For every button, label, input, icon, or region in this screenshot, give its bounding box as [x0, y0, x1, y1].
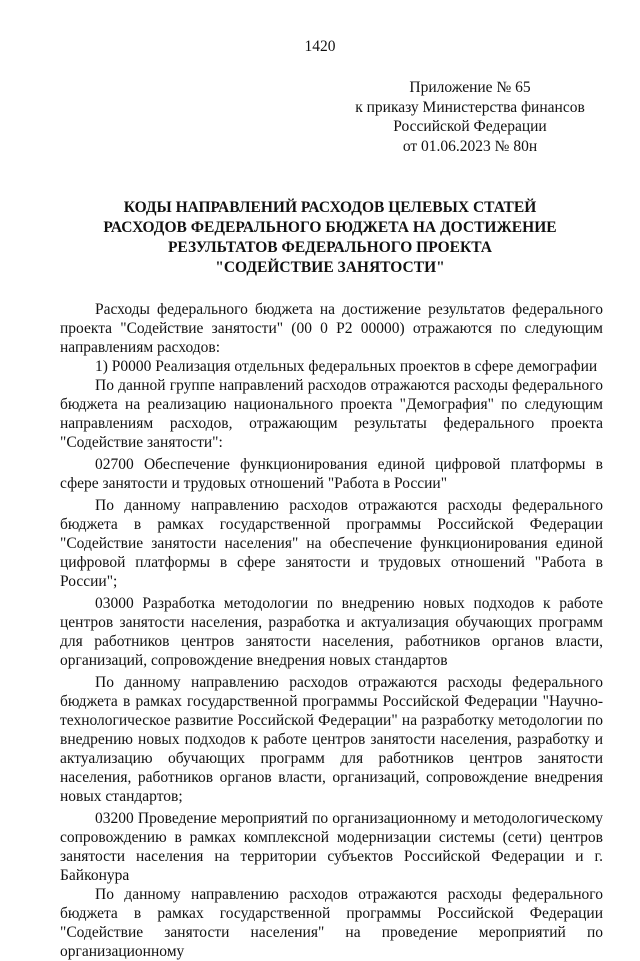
- appendix-number: Приложение № 65: [409, 79, 531, 96]
- title-line-3: РЕЗУЛЬТАТОВ ФЕДЕРАЛЬНОГО ПРОЕКТА: [167, 239, 493, 256]
- paragraph-code-03000-description: По данному направлению расходов отражаются расходы федерального бюджета в рамках государственной программы Российской Федерации "Научно-технологическое развитие Российской Федерации" на разработку методологии по внедрению новых подходов к работе центров занятости населения, разработку и актуализацию обучающих программ для работников центров занятости населения, работников органов власти, организаций, сопровождение внедрения новых стандартов;: [60, 674, 603, 805]
- document-title: [60, 198, 600, 278]
- title-line-1: КОДЫ НАПРАВЛЕНИЙ РАСХОДОВ ЦЕЛЕВЫХ СТАТЕЙ: [123, 199, 537, 216]
- appendix-date: от 01.06.2023 № 80н: [402, 137, 538, 155]
- title-line-4: "СОДЕЙСТВИЕ ЗАНЯТОСТИ": [215, 259, 445, 276]
- appendix-order: к приказу Министерства финансов: [355, 98, 585, 116]
- paragraph-group-description: По данной группе направлений расходов отражаются расходы федерального бюджета на реализацию национального проекта "Демография" по следующим направлениям расходов, отражающим результаты федерального проекта "Содействие занятости":: [60, 377, 603, 451]
- title-line-2: РАСХОДОВ ФЕДЕРАЛЬНОГО БЮДЖЕТА НА ДОСТИЖЕНИЕ: [103, 219, 557, 236]
- appendix-reference: [330, 78, 610, 156]
- paragraph-code-03200-description: По данному направлению расходов отражаются расходы федерального бюджета в рамках государственной программы Российской Федерации "Содействие занятости населения" на проведение мероприятий по организационному: [60, 886, 603, 960]
- appendix-country: Российской Федерации: [393, 118, 547, 135]
- document-body: [60, 300, 603, 961]
- page-number: 1420: [304, 38, 336, 55]
- paragraph-code-03000: 03000 Разработка методологии по внедрению новых подходов к работе центров занятости населения, разработка и актуализация обучающих программ для работников центров занятости населения, работников органов власти, организаций, сопровождение внедрения новых стандартов: [60, 595, 603, 669]
- paragraph-code-02700-description: По данному направлению расходов отражаются расходы федерального бюджета в рамках государственной программы Российской Федерации "Содействие занятости населения" на обеспечение функционирования единой цифровой платформы в сфере занятости и трудовых отношений "Работа в России";: [60, 497, 603, 590]
- paragraph-code-03200: 03200 Проведение мероприятий по организационному и методологическому сопровождению в рамках комплексной модернизации системы (сети) центров занятости населения на территории субъектов Российской Федерации и г. Байконура: [60, 810, 603, 884]
- paragraph-section-heading: 1) Р0000 Реализация отдельных федеральных проектов в сфере демографии: [95, 358, 598, 375]
- paragraph-intro: Расходы федерального бюджета на достижение результатов федерального проекта "Содействие занятости" (00 0 Р2 00000) отражаются по следующим направлениям расходов:: [60, 301, 603, 356]
- paragraph-code-02700: 02700 Обеспечение функционирования единой цифровой платформы в сфере занятости и трудовых отношений "Работа в России": [60, 456, 603, 492]
